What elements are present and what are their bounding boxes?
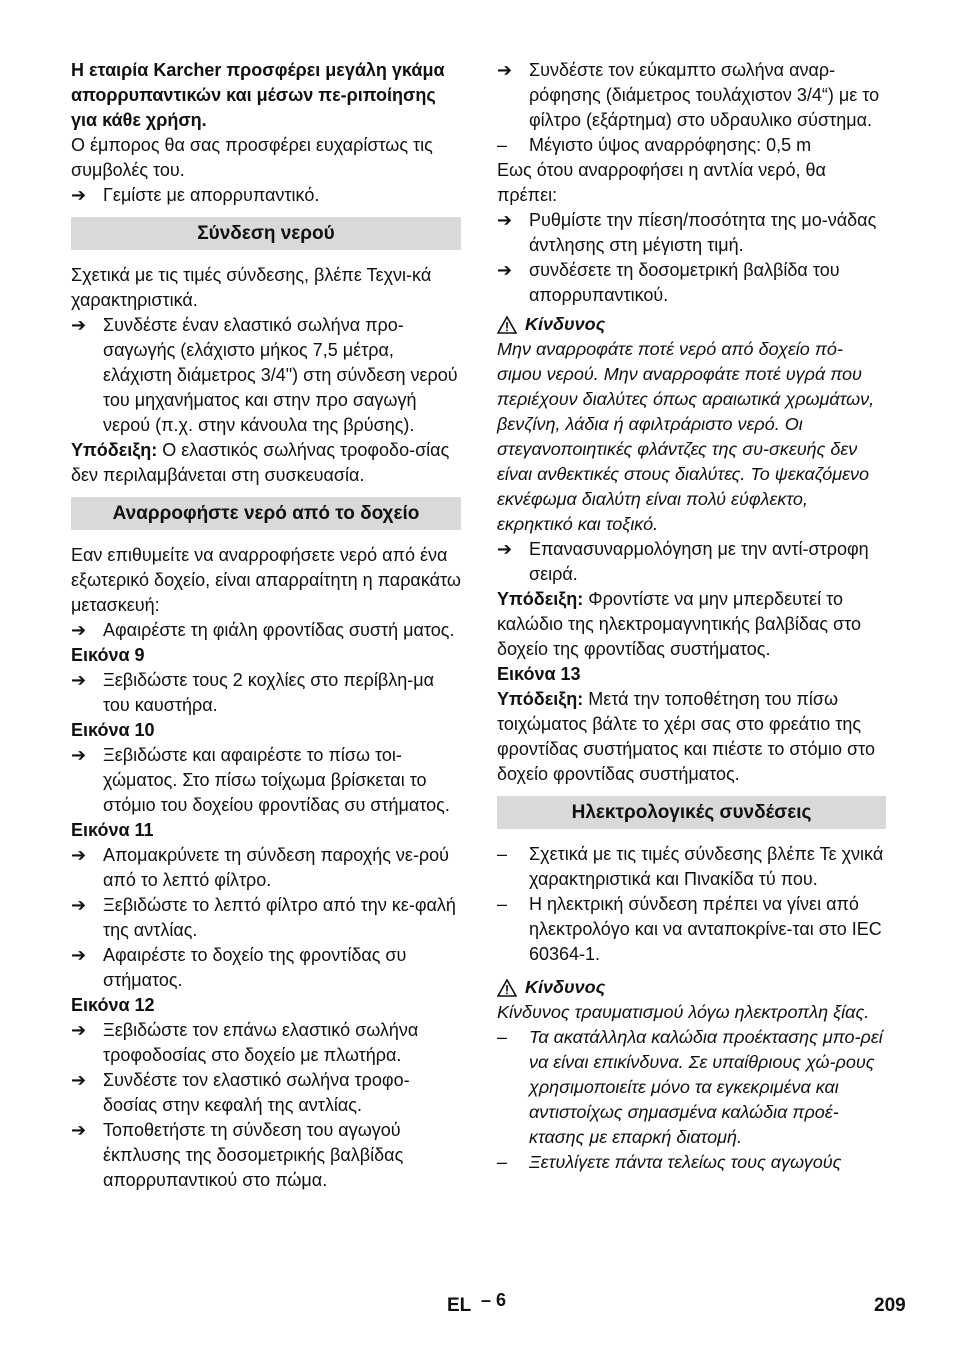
step-fig9: ➔ Ξεβιδώστε τους 2 κοχλίες στο περίβλη-μα του καυστήρα. (71, 668, 461, 718)
arrow-icon: ➔ (71, 1020, 87, 1040)
note-wall: Υπόδειξη: Μετά την τοποθέτηση του πίσω τοιχώματος βάλτε το χέρι σας στο φρεάτιο της φροντίδας συστήματος και πιέστε το στόμιο στο δοχείο φροντίδας συστήματος. (497, 689, 875, 784)
warning-triangle-icon (497, 316, 517, 334)
step-reassemble: ➔ Επανασυναρμολόγηση με την αντί-στροφη σειρά. (497, 537, 886, 587)
arrow-icon: ➔ (71, 845, 87, 865)
arrow-icon: ➔ (71, 945, 87, 965)
dash-bullet: – (497, 1027, 508, 1047)
max-suction-height: – Μέγιστο ύψος αναρρόφησης: 0,5 m (497, 133, 886, 158)
arrow-icon: ➔ (71, 745, 87, 765)
step-fig11-3: ➔ Αφαιρέστε το δοχείο της φροντίδας συ στήματος. (71, 943, 461, 993)
danger-text: Μην αναρροφάτε ποτέ νερό από δοχείο πό-σιμου νερού. Μην αναρροφάτε ποτέ υγρά που περιέχουν διαλύτες όπως αραιωτικά χρωμάτων, βενζίνη, λάδια ή αφιλτράριστο νερό. Οι στεγανοποιητικές φλάντζες της συ-σκευής δεν είναι ανθεκτικές στους διαλύτες. Το ψεκαζόμενο εκνέφωμα διαλύτη είναι πολύ εύφλεκτο, εκρηκτικό και τοξικό. (497, 339, 875, 534)
arrow-icon: ➔ (497, 539, 513, 559)
left-column (71, 58, 461, 1193)
arrow-icon: ➔ (497, 210, 513, 230)
figure-11-label: Εικόνα 11 (71, 820, 154, 840)
arrow-icon: ➔ (71, 1070, 87, 1090)
arrow-icon: ➔ (71, 895, 87, 915)
tank-intro: Εαν επιθυμείτε να αναρροφήσετε νερό από ένα εξωτερικό δοχείο, είναι απαρραίτητη η παρακάτω μετασκευή: (71, 545, 461, 615)
dash-bullet: – (497, 844, 508, 864)
step-fig12-1: ➔ Ξεβιδώστε τον επάνω ελαστικό σωλήνα τροφοδοσίας στο δοχείο με πλωτήρα. (71, 1018, 461, 1068)
step-fig10: ➔ Ξεβιδώστε και αφαιρέστε το πίσω τοι-χώματος. Στο πίσω τοίχωμα βρίσκεται το στόμιο του δοχείου φροντίδας συ στήματος. (71, 743, 461, 818)
dash-bullet: – (497, 1152, 508, 1172)
danger-heading-2: Κίνδυνος (497, 975, 886, 1000)
figure-13-label: Εικόνα 13 (497, 664, 581, 684)
figure-12-label: Εικόνα 12 (71, 995, 155, 1015)
arrow-icon: ➔ (71, 315, 87, 335)
step-set-pressure: ➔ Ρυθμίστε την πίεση/ποσότητα της μο-νάδας άντλησης στη μέγιστη τιμή. (497, 208, 886, 258)
intro-bold: Η εταιρία Karcher προσφέρει μεγάλη γκάμα απορρυπαντικών και μέσων πε-ριποίησης για κάθε χρήση. (71, 60, 445, 130)
step-suction-hose: ➔ Συνδέστε τον εύκαμπτο σωλήνα αναρ-ρόφησης (διάμετρος τουλάχιστον 3/4“) με το φίλτρο (εξάρτημα) στο υδραυλικο σύστημα. (497, 58, 886, 133)
danger2-text: Κίνδυνος τραυματισμού λόγω ηλεκτροπλη ξίας. (497, 1002, 870, 1022)
arrow-icon: ➔ (497, 260, 513, 280)
heading-water-connection: Σύνδεση νερού (71, 217, 461, 250)
step-fig11-1: ➔ Απομακρύνετε τη σύνδεση παροχής νε-ρού από το λεπτό φίλτρο. (71, 843, 461, 893)
danger2-item-1: – Τα ακατάλληλα καλώδια προέκτασης μπο-ρεί να είναι επικίνδυνα. Σε υπαίθριους χώ-ρους χρησιμοποιείτε μόνο τα εγκεκριμένα και αντιστοίχως σημασμένα καλώδια προέ-κτασης με επαρκή διατομή. (497, 1025, 886, 1150)
arrow-icon: ➔ (497, 60, 513, 80)
step-fill: ➔ Γεμίστε με απορρυπαντικό. (71, 183, 461, 208)
footer-page-number: 209 (874, 1295, 906, 1316)
step-fig12-2: ➔ Συνδέστε τον ελαστικό σωλήνα τροφο-δοσίας στην κεφαλή της αντλίας. (71, 1068, 461, 1118)
water-note: Υπόδειξη: Ο ελαστικός σωλήνας τροφοδο-σίας δεν περιλαμβάνεται στη συσκευασία. (71, 440, 450, 485)
footer-section: – 6 (481, 1290, 507, 1310)
step-remove-bottle: ➔ Αφαιρέστε τη φιάλη φροντίδας συστή ματος. (71, 618, 461, 643)
until-pump-text: Εως ότου αναρροφήσει η αντλία νερό, θα πρέπει: (497, 160, 826, 205)
note-cable: Υπόδειξη: Φροντίστε να μην μπερδευτεί το καλώδιο της ηλεκτρομαγνητικής βαλβίδας στο δοχείο της φροντίδας συστήματος. (497, 589, 861, 659)
warning-triangle-icon (497, 979, 517, 997)
arrow-icon: ➔ (71, 670, 87, 690)
heading-electrical: Ηλεκτρολογικές συνδέσεις (497, 796, 886, 829)
arrow-icon: ➔ (71, 185, 87, 205)
figure-10-label: Εικόνα 10 (71, 720, 155, 740)
step-fig11-2: ➔ Ξεβιδώστε το λεπτό φίλτρο από την κε-φαλή της αντλίας. (71, 893, 461, 943)
water-intro: Σχετικά με τις τιμές σύνδεσης, βλέπε Τεχνι-κά χαρακτηριστικά. (71, 265, 432, 310)
figure-9-label: Εικόνα 9 (71, 645, 145, 665)
arrow-icon: ➔ (71, 620, 87, 640)
footer-lang: EL (447, 1295, 472, 1316)
arrow-icon: ➔ (71, 1120, 87, 1140)
step-connect-valve: ➔ συνδέσετε τη δοσομετρική βαλβίδα του απορρυπαντικού. (497, 258, 886, 308)
step-fig12-3: ➔ Τοποθετήστε τη σύνδεση του αγωγού έκπλυσης της δοσομετρικής βαλβίδας απορρυπαντικού στο πώμα. (71, 1118, 461, 1193)
right-column (497, 58, 886, 1175)
elec-item-2: – Η ηλεκτρική σύνδεση πρέπει να γίνει από ηλεκτρολόγο και να ανταποκρίνε-ται στο IEC 60364-1. (497, 892, 886, 967)
danger-heading: Κίνδυνος (497, 312, 886, 337)
elec-item-1: – Σχετικά με τις τιμές σύνδεσης βλέπε Τε χνικά χαρακτηριστικά και Πινακίδα τύ που. (497, 842, 886, 892)
dash-bullet: – (497, 135, 508, 155)
heading-tank-suction: Αναρροφήστε νερό από το δοχείο (71, 497, 461, 530)
dash-bullet: – (497, 894, 508, 914)
step-water-hose: ➔ Συνδέστε έναν ελαστικό σωλήνα προ-σαγωγής (ελάχιστο μήκος 7,5 μέτρα, ελάχιστη διάμετρος 3/4") στη σύνδεση νερού του μηχανήματος και στην προ σαγωγή νερού (π.χ. στην κάνουλα της βρύσης). (71, 313, 461, 438)
danger2-item-2: – Ξετυλίγετε πάντα τελείως τους αγωγούς (497, 1150, 886, 1175)
intro-text: Ο έμπορος θα σας προσφέρει ευχαρίστως τις συμβολές του. (71, 135, 433, 180)
